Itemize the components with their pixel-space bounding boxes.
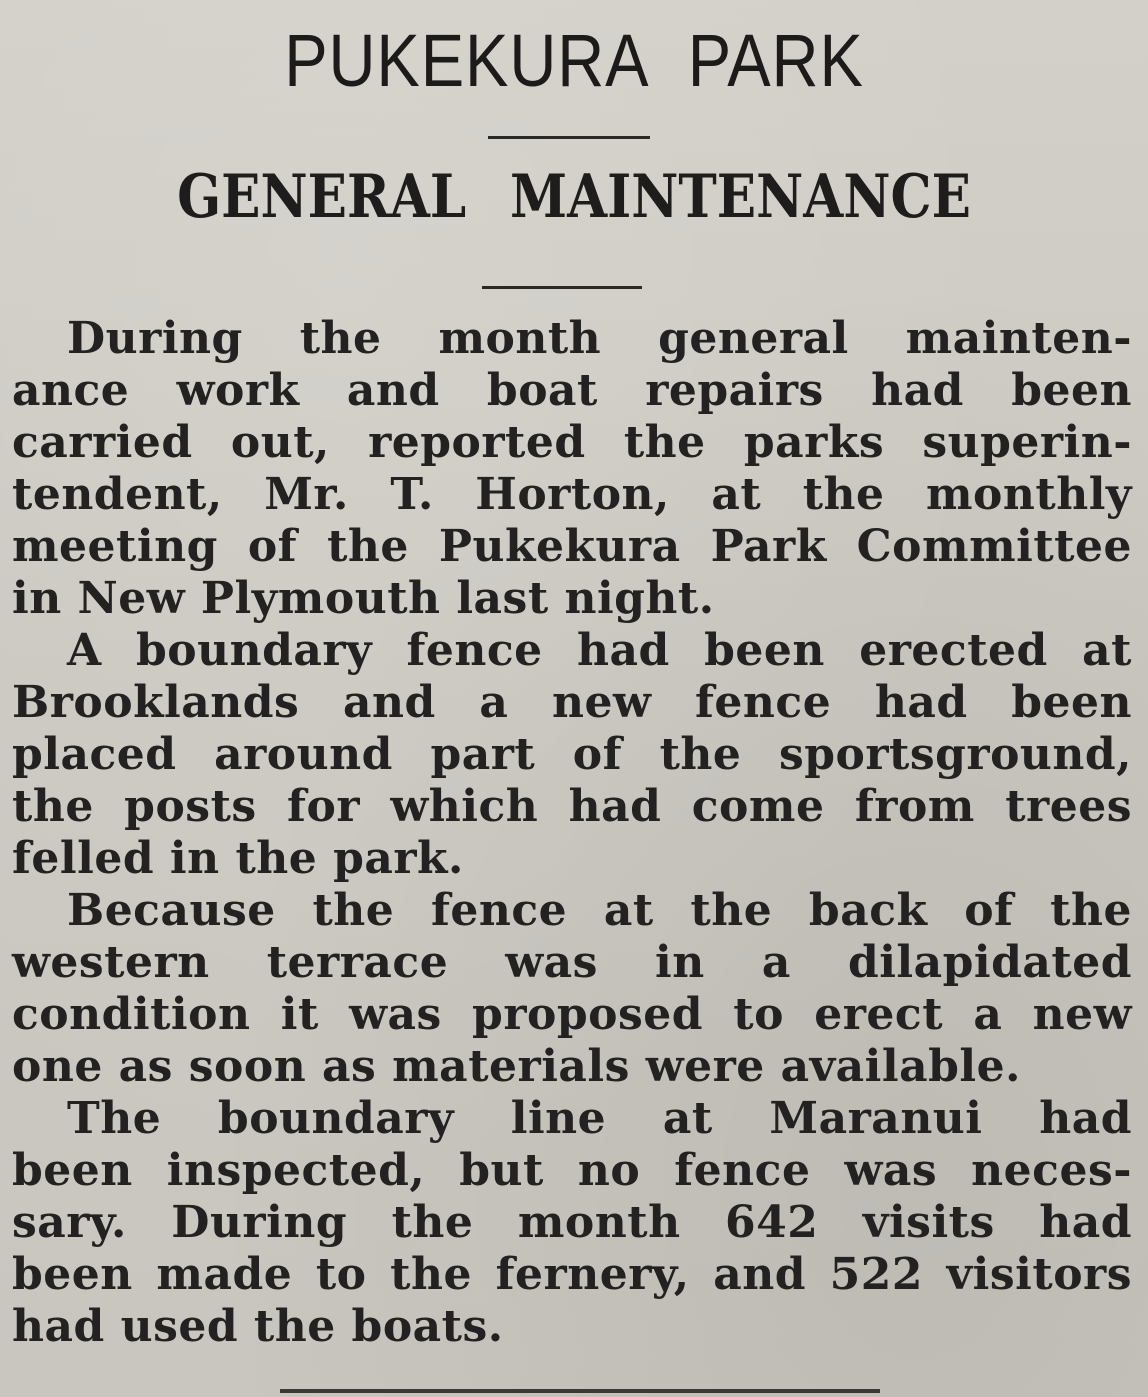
column-end-rule bbox=[280, 1389, 880, 1393]
article-line: been inspected, but no fence was neces- bbox=[12, 1145, 1132, 1196]
article-line: the posts for which had come from trees bbox=[12, 781, 1132, 832]
subheadline: GENERAL MAINTENANCE bbox=[177, 162, 971, 232]
article-line: During the month general mainten- bbox=[67, 313, 1132, 364]
article-line: condition it was proposed to erect a new bbox=[12, 989, 1132, 1040]
article-line: Brooklands and a new fence had been bbox=[12, 677, 1132, 728]
article-line: felled in the park. bbox=[12, 833, 464, 884]
article-body bbox=[12, 313, 1132, 1353]
headline-divider bbox=[488, 136, 650, 139]
article-line: Because the fence at the back of the bbox=[67, 885, 1132, 936]
headline: PUKEKURA PARK bbox=[284, 19, 864, 102]
article-line: meeting of the Pukekura Park Committee bbox=[12, 521, 1132, 572]
subheadline-divider bbox=[482, 286, 642, 289]
article-line: sary. During the month 642 visits had bbox=[12, 1197, 1132, 1248]
article-line: been made to the fernery, and 522 visitors bbox=[12, 1249, 1132, 1300]
article-line: A boundary fence had been erected at bbox=[67, 625, 1132, 676]
article-line: ance work and boat repairs had been bbox=[12, 365, 1132, 416]
article-line: placed around part of the sportsground, bbox=[12, 729, 1132, 780]
article-line: The boundary line at Maranui had bbox=[67, 1093, 1132, 1144]
article-line: had used the boats. bbox=[12, 1301, 504, 1352]
article-line: one as soon as materials were available. bbox=[12, 1041, 1021, 1092]
article-line: tendent, Mr. T. Horton, at the monthly bbox=[12, 469, 1132, 520]
article-line: in New Plymouth last night. bbox=[12, 573, 715, 624]
article-line: western terrace was in a dilapidated bbox=[12, 937, 1132, 988]
article-line: carried out, reported the parks superin- bbox=[12, 417, 1132, 468]
